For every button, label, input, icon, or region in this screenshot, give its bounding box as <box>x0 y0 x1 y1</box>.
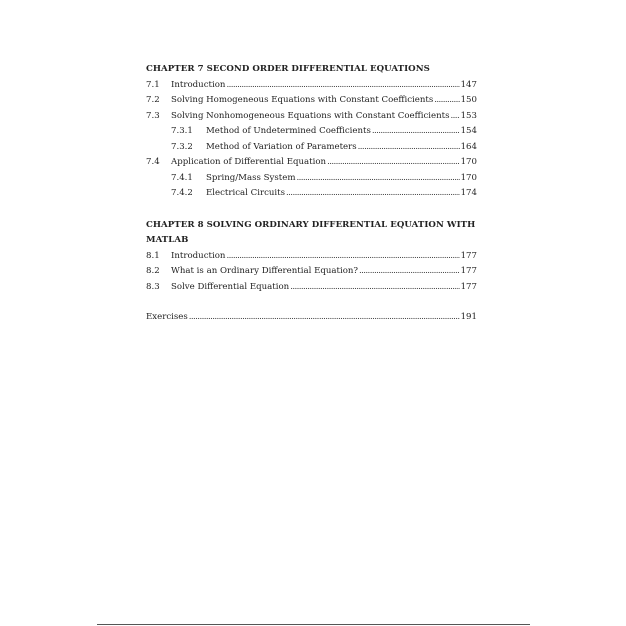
toc-entry-8-1 <box>146 249 477 265</box>
section-title: Solve Differential Equation <box>171 281 290 292</box>
page-number: 170 <box>460 172 477 183</box>
subsection-number: 7.3.1 <box>171 126 193 136</box>
page-number: 153 <box>460 110 477 121</box>
subsection-number: 7.4.1 <box>171 172 193 183</box>
toc-entry-exercises <box>146 310 477 326</box>
toc-entry-8-2 <box>146 264 477 280</box>
bottom-divider <box>97 624 530 625</box>
dot-leader <box>359 264 460 280</box>
page-number: 177 <box>460 281 477 292</box>
toc-entry-7-4-2 <box>146 186 477 202</box>
toc-entry-7-4 <box>146 155 477 171</box>
section-title: Introduction <box>171 79 226 90</box>
dot-leader <box>226 249 459 265</box>
table-of-contents <box>146 62 477 326</box>
section-title: Introduction <box>171 250 226 261</box>
page-number: 147 <box>460 79 477 90</box>
subsection-number: 7.3.2 <box>171 141 193 152</box>
section-title: Application of Differential Equation <box>171 157 327 167</box>
page-number: 150 <box>460 95 477 105</box>
toc-entry-7-4-1 <box>146 171 477 187</box>
page-number: 154 <box>460 126 477 136</box>
subsection-number: 7.4.2 <box>171 188 193 198</box>
dot-leader <box>358 140 460 156</box>
dot-leader <box>434 93 459 109</box>
page-number: 174 <box>460 188 477 198</box>
page-number: 177 <box>460 250 477 261</box>
page-number: 177 <box>460 266 477 276</box>
subsection-title: Method of Variation of Parameters <box>206 141 357 152</box>
section-number: 8.3 <box>146 281 160 292</box>
dot-leader <box>297 171 460 187</box>
page-number: 164 <box>460 141 477 152</box>
chapter-8-heading-line-2: MATLAB <box>146 235 189 245</box>
exercises-title: Exercises <box>146 312 188 322</box>
toc-entry-7-3-2 <box>146 140 477 156</box>
spacer <box>146 202 477 218</box>
toc-entry-7-2 <box>146 93 477 109</box>
section-number: 7.2 <box>146 95 160 105</box>
section-number: 7.4 <box>146 157 160 167</box>
dot-leader <box>372 124 460 140</box>
toc-entry-7-3-1 <box>146 124 477 140</box>
dot-leader <box>451 109 460 125</box>
section-title: What is an Ordinary Differential Equation? <box>171 266 359 276</box>
dot-leader <box>286 186 460 202</box>
dot-leader <box>327 155 460 171</box>
toc-entry-7-3 <box>146 109 477 125</box>
section-number: 7.3 <box>146 110 160 121</box>
dot-leader <box>189 310 460 326</box>
subsection-title: Method of Undetermined Coefficients <box>206 126 371 136</box>
subsection-title: Electrical Circuits <box>206 188 286 198</box>
chapter-7-heading: CHAPTER 7 SECOND ORDER DIFFERENTIAL EQUATIONS <box>146 64 430 74</box>
section-title: Solving Nonhomogeneous Equations with Constant Coefficients <box>171 110 450 121</box>
section-number: 8.2 <box>146 266 160 276</box>
dot-leader <box>290 280 459 296</box>
dot-leader <box>226 78 459 94</box>
section-title: Solving Homogeneous Equations with Constant Coefficients <box>171 95 434 105</box>
section-number: 8.1 <box>146 250 160 261</box>
spacer <box>146 295 477 310</box>
chapter-8-heading-line-1: CHAPTER 8 SOLVING ORDINARY DIFFERENTIAL EQUATION WITH <box>146 219 476 230</box>
page-number: 191 <box>460 312 477 322</box>
toc-entry-7-1 <box>146 78 477 94</box>
page-number: 170 <box>460 157 477 167</box>
toc-entry-8-3 <box>146 280 477 296</box>
subsection-title: Spring/Mass System <box>206 172 296 183</box>
section-number: 7.1 <box>146 79 160 90</box>
